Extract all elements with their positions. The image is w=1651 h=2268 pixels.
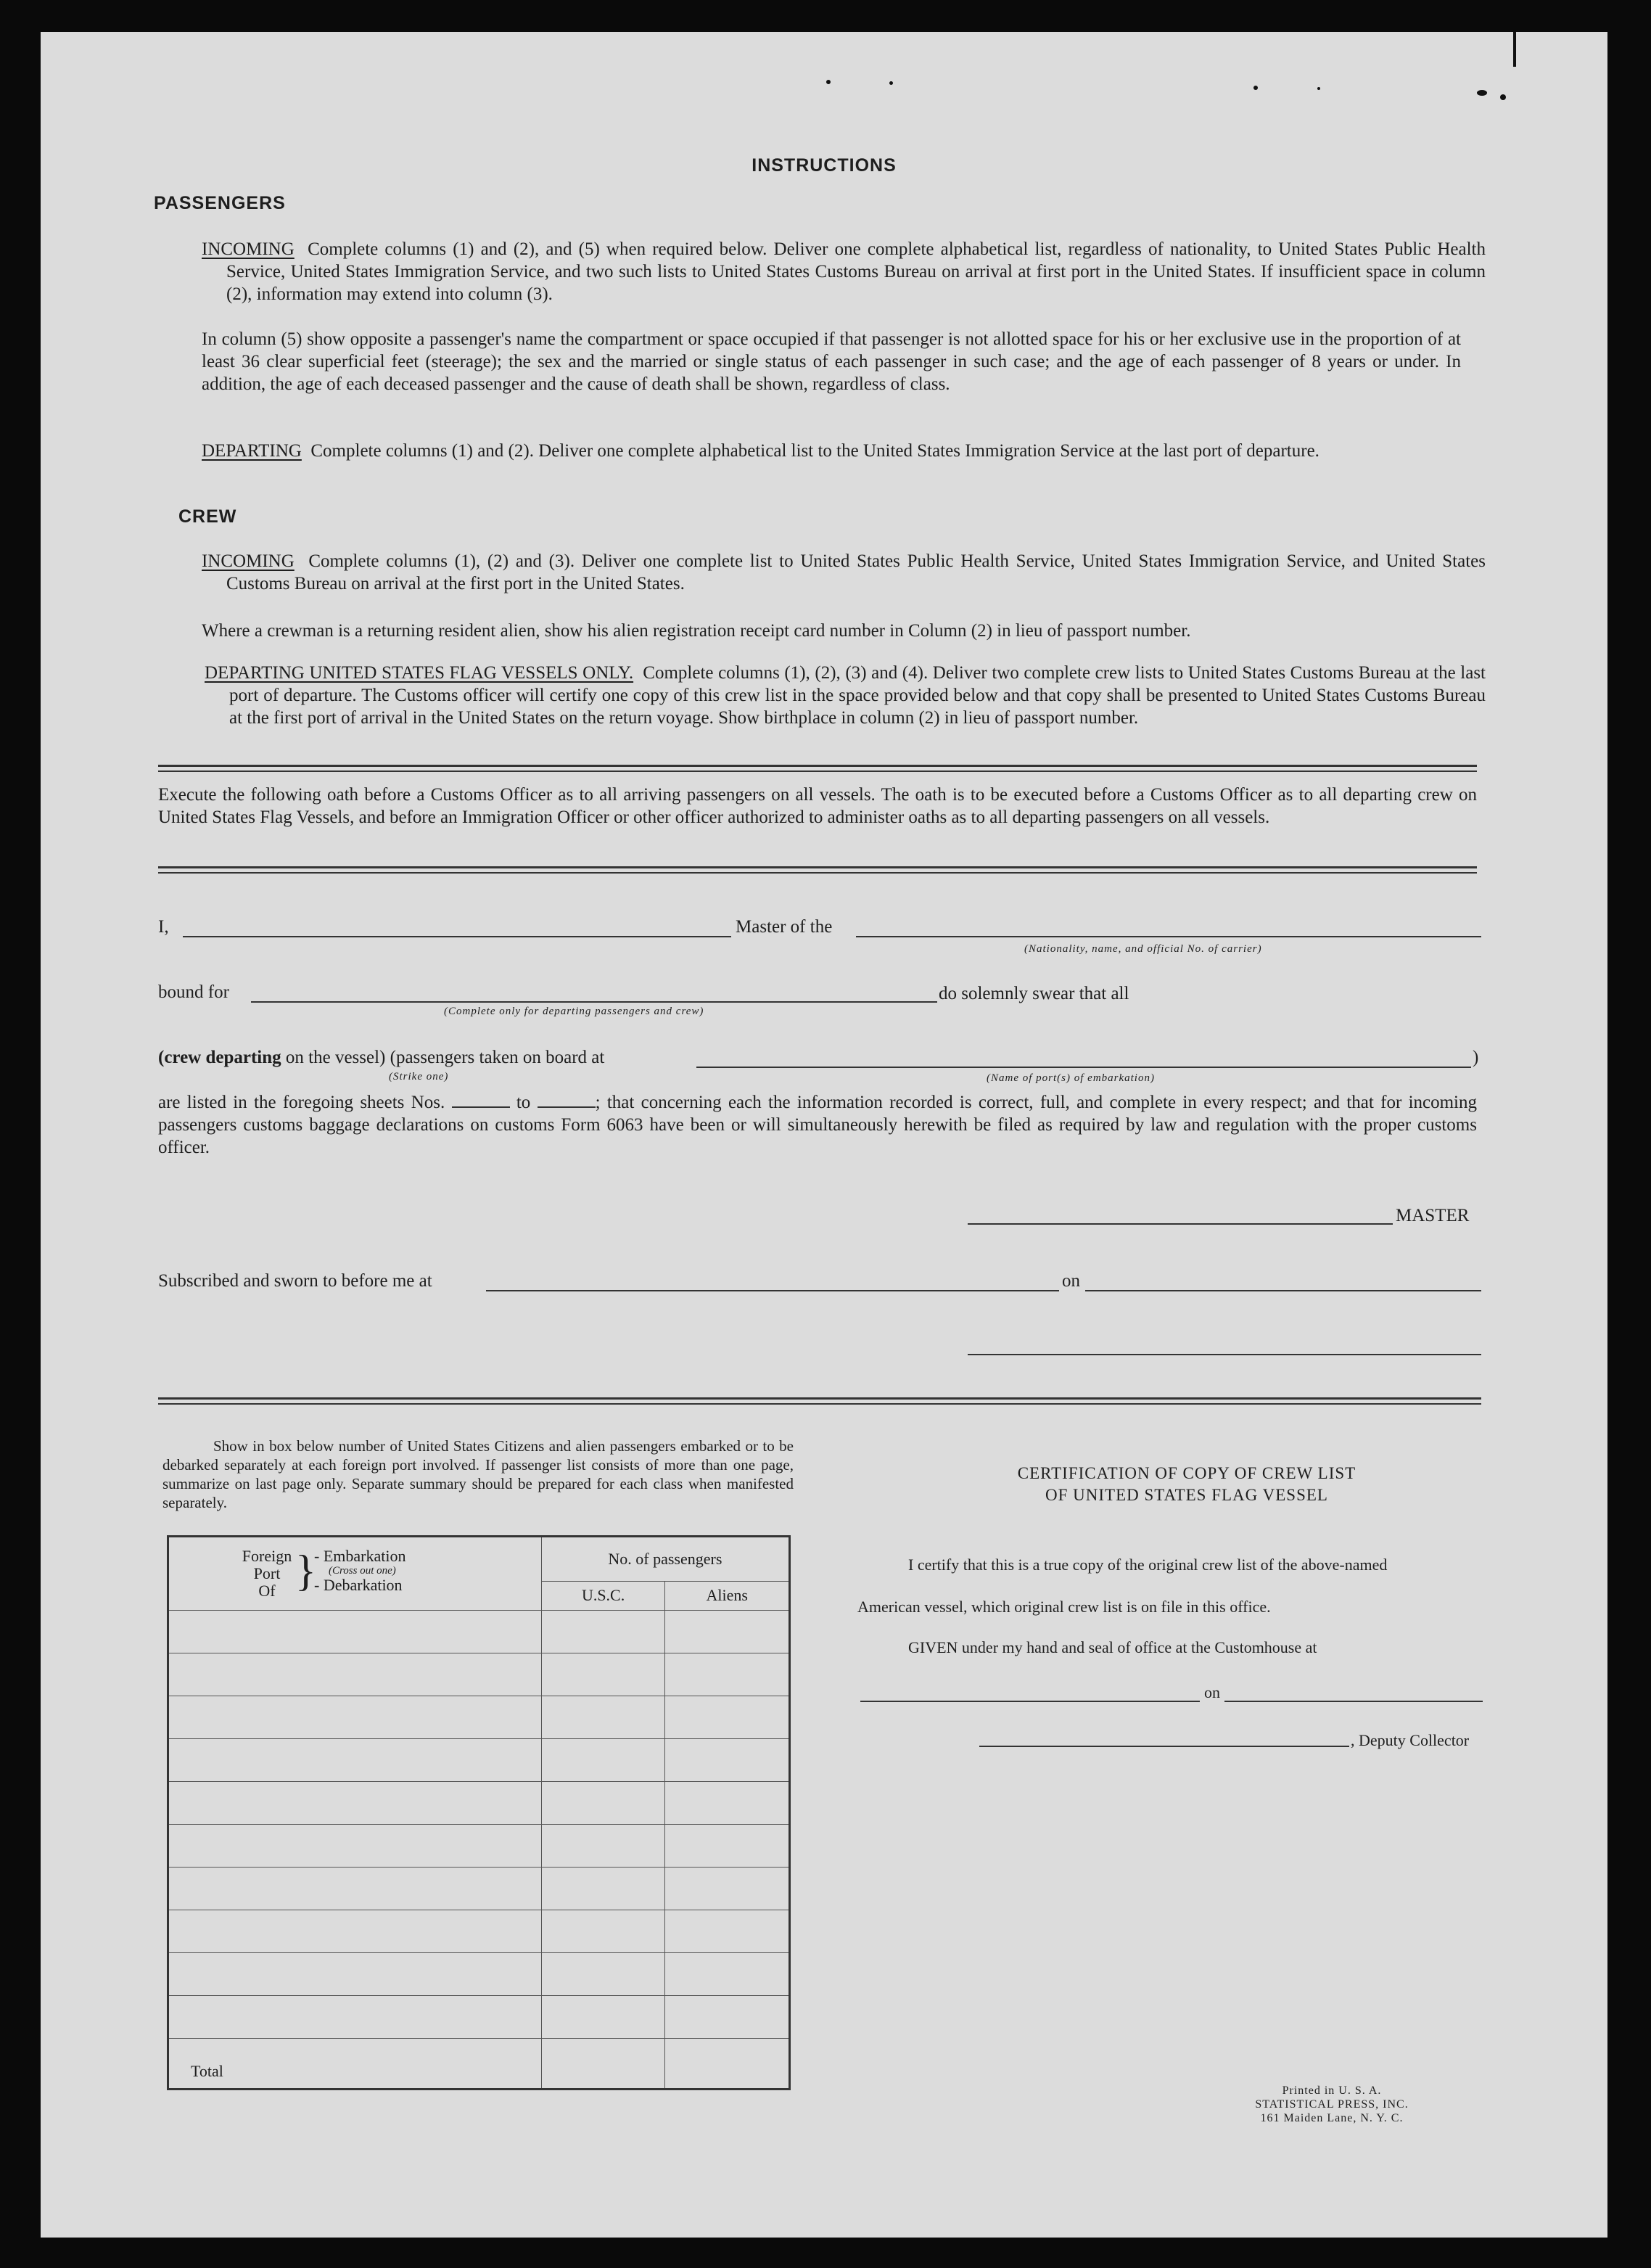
crew-departing-label: DEPARTING UNITED STATES FLAG VESSELS ONLY. (205, 663, 634, 683)
passengers-heading: PASSENGERS (154, 193, 286, 213)
crew-departing-text: Complete columns (1), (2), (3) and (4). Deliver two complete crew lists to United States Customs Bureau at the last port of departure. The Customs officer will certify one copy of this crew list in the space provided below and that copy shall be presented to United States Customs Bureau at the first port of arrival in the United States on the return voyage. Show birthplace in column (2) in lieu of passport number. (229, 663, 1486, 728)
usc-cell[interactable] (541, 1868, 665, 1910)
carrier-field[interactable] (856, 936, 1481, 937)
printer-line-3: 161 Maiden Lane, N. Y. C. (1260, 2112, 1404, 2124)
column5-paragraph: In column (5) show opposite a passenger's name the compartment or space occupied if that passenger is not allotted space for his or her exclusive use in the proportion of at least 36 clear superficial feet (steerage); the sex and the married or single status of each passenger in such case; and the age of each passenger of 8 years or under. In addition, the age of each deceased passenger and the cause of death shall be shown, regardless of class. (202, 329, 1461, 394)
scan-speck (889, 81, 893, 85)
scan-speck (1477, 90, 1487, 96)
table-row (168, 1825, 790, 1868)
subscribed-label: Subscribed and sworn to before me at (158, 1271, 432, 1291)
port-cell[interactable] (168, 1996, 542, 2039)
port-cell[interactable] (168, 1910, 542, 1953)
passenger-summary-table (167, 1535, 791, 2090)
table-row (168, 1611, 790, 1653)
brace-icon: } (295, 1547, 316, 1595)
section-divider (158, 866, 1477, 874)
master-signature-field[interactable] (968, 1223, 1393, 1225)
passengers-incoming-label: INCOMING (202, 239, 295, 259)
strike-one-hint: (Strike one) (389, 1071, 449, 1082)
table-row (168, 1782, 790, 1825)
passengers-departing-text: Complete columns (1) and (2). Deliver one complete alphabetical list to the United States Immigration Service at the last port of departure. (310, 441, 1319, 461)
usc-cell[interactable] (541, 1910, 665, 1953)
usc-cell[interactable] (541, 1996, 665, 2039)
aliens-cell[interactable] (665, 1868, 790, 1910)
oath-intro: Execute the following oath before a Customs Officer as to all arriving passengers on all vessels. The oath is to be executed before a Customs Officer as to all departing crew on United States Flag Vessels, and before an Immigration Officer or other officer authorized to administer oaths as to all departing passengers on all vessels. (158, 785, 1477, 827)
table-row (168, 1996, 790, 2039)
ports-hint: (Name of port(s) of embarkation) (987, 1072, 1155, 1084)
to-text: to (516, 1093, 531, 1112)
port-cell[interactable] (168, 1782, 542, 1825)
certify-line-2: American vessel, which original crew list is on file in this office. (857, 1598, 1271, 1616)
certify-line-3: GIVEN under my hand and seal of office at the Customhouse at (908, 1638, 1317, 1656)
crew-incoming-paragraph (202, 550, 1486, 595)
scan-speck (1513, 32, 1516, 67)
listed-text-1: are listed in the foregoing sheets Nos. (158, 1093, 445, 1112)
sheet-from-field[interactable] (452, 1092, 510, 1108)
usc-cell[interactable] (541, 1611, 665, 1653)
certification-title-line-2: OF UNITED STATES FLAG VESSEL (1045, 1486, 1328, 1504)
crew-departing-text: (crew departing (158, 1048, 281, 1067)
form-page (41, 32, 1607, 2238)
oath-i-label: I, (158, 917, 169, 937)
aliens-cell[interactable] (665, 1910, 790, 1953)
certify-line-1: I certify that this is a true copy of the original crew list of the above-named (908, 1556, 1388, 1574)
port-cell[interactable] (168, 1739, 542, 1782)
table-row (168, 1953, 790, 1996)
certification-title (897, 1463, 1477, 1506)
of-word: Of (258, 1582, 276, 1600)
usc-cell[interactable] (541, 1696, 665, 1739)
officer-signature-field[interactable] (968, 1354, 1481, 1355)
passengers-departing-label: DEPARTING (202, 441, 302, 461)
section-divider (158, 765, 1477, 772)
table-row (168, 1868, 790, 1910)
master-name-field[interactable] (183, 936, 731, 937)
crew-passengers-line (158, 1048, 604, 1068)
bound-for-label: bound for (158, 982, 229, 1002)
printer-line-1: Printed in U. S. A. (1282, 2084, 1382, 2097)
foreign-word: Foreign (242, 1547, 292, 1565)
port-cell[interactable] (168, 1868, 542, 1910)
port-cell[interactable] (168, 1653, 542, 1696)
master-label: MASTER (1396, 1206, 1470, 1225)
scan-speck (1253, 86, 1258, 90)
table-row (168, 1739, 790, 1782)
aliens-cell[interactable] (665, 1696, 790, 1739)
carrier-hint: (Nationality, name, and official No. of carrier) (1024, 943, 1262, 955)
section-divider (158, 1397, 1481, 1405)
passengers-departing-paragraph (202, 440, 1486, 462)
aliens-cell[interactable] (665, 1782, 790, 1825)
debarkation-option[interactable]: - Debarkation (314, 1576, 403, 1594)
usc-cell[interactable] (541, 1782, 665, 1825)
port-cell[interactable] (168, 1696, 542, 1739)
certify-on-label: on (1204, 1683, 1220, 1701)
crew-incoming-label: INCOMING (202, 551, 295, 571)
aliens-cell[interactable] (665, 1996, 790, 2039)
total-label: Total (168, 2039, 542, 2090)
bound-for-hint: (Complete only for departing passengers and crew) (444, 1006, 704, 1017)
sworn-on-label: on (1062, 1271, 1080, 1291)
sheet-to-field[interactable] (538, 1092, 596, 1108)
usc-cell[interactable] (541, 1953, 665, 1996)
usc-cell[interactable] (541, 1739, 665, 1782)
instructions-title: INSTRUCTIONS (752, 155, 897, 176)
port-cell[interactable] (168, 1825, 542, 1868)
crew-resident-paragraph: Where a crewman is a returning resident alien, show his alien registration receipt card number in Column (2) in lieu of passport number. (202, 621, 1191, 641)
crew-departing-paragraph (205, 662, 1486, 729)
aliens-cell[interactable] (665, 1953, 790, 1996)
port-cell[interactable] (168, 1611, 542, 1653)
aliens-header: Aliens (665, 1581, 790, 1610)
foreign-port-of-label (242, 1548, 292, 1600)
close-paren: ) (1473, 1048, 1479, 1067)
foreign-port-header (168, 1537, 542, 1611)
embarkation-ports-field[interactable] (696, 1067, 1471, 1068)
aliens-cell[interactable] (665, 1611, 790, 1653)
certification-title-line-1: CERTIFICATION OF COPY OF CREW LIST (1017, 1464, 1356, 1482)
aliens-cell[interactable] (665, 1825, 790, 1868)
total-row (168, 2039, 790, 2090)
table-row (168, 1910, 790, 1953)
usc-header: U.S.C. (541, 1581, 665, 1610)
passengers-incoming-text: Complete columns (1) and (2), and (5) when required below. Deliver one complete alphabetical list, regardless of nationality, to United States Public Health Service, United States Immigration Service, and two such lists to United States Customs Bureau on arrival at first port in the United States. If insufficient space in column (2), information may extend into column (3). (226, 239, 1486, 304)
sworn-place-field[interactable] (486, 1290, 1059, 1291)
scan-speck (1317, 87, 1320, 90)
aliens-cell[interactable] (665, 1739, 790, 1782)
deputy-signature-field[interactable] (979, 1746, 1349, 1747)
port-cell[interactable] (168, 1953, 542, 1996)
cross-out-hint: (Cross out one) (329, 1565, 396, 1577)
master-of-the-label: Master of the (736, 917, 833, 937)
customhouse-field[interactable] (860, 1701, 1200, 1702)
no-of-passengers-header: No. of passengers (541, 1537, 789, 1582)
oath-statement (158, 1091, 1477, 1159)
summary-intro: Show in box below number of United States Citizens and alien passengers embarked or to be debarked separately at each foreign port involved. If passenger list consists of more than one page, summarize on last page only. Separate summary should be prepared for each class when manifested separately. (162, 1437, 794, 1511)
crew-incoming-text: Complete columns (1), (2) and (3). Deliver one complete list to United States Public Health Service, United States Immigration Service, and United States Customs Bureau on arrival at the first port in the United States. (226, 551, 1486, 593)
swear-label: do solemnly swear that all (939, 984, 1129, 1003)
scan-speck (1500, 94, 1506, 100)
embark-debark-options (314, 1548, 405, 1594)
passengers-incoming-paragraph (202, 238, 1486, 305)
on-the-vessel-text: on the vessel) (285, 1048, 386, 1067)
aliens-cell[interactable] (665, 1653, 790, 1696)
deputy-collector-label: , Deputy Collector (1351, 1731, 1470, 1749)
usc-cell[interactable] (541, 1825, 665, 1868)
sworn-date-field[interactable] (1085, 1290, 1481, 1291)
passengers-taken-text: (passengers taken on board at (390, 1048, 605, 1067)
bound-for-field[interactable] (251, 1001, 937, 1003)
printer-imprint (1223, 2084, 1441, 2125)
aliens-total-cell[interactable] (665, 2039, 790, 2090)
embarkation-option[interactable]: - Embarkation (314, 1547, 406, 1565)
port-word: Port (253, 1564, 281, 1582)
listed-text-2: ; that concerning each the information recorded is correct, full, and complete in every respect; and that for incoming passengers customs baggage declarations on customs Form 6063 have been or will simultaneously herewith be filed as required by law and regulation with the proper customs officer. (158, 1093, 1478, 1157)
table-row (168, 1653, 790, 1696)
scan-speck (826, 80, 831, 84)
table-row (168, 1696, 790, 1739)
printer-line-2: STATISTICAL PRESS, INC. (1255, 2098, 1409, 2111)
usc-cell[interactable] (541, 1653, 665, 1696)
usc-total-cell[interactable] (541, 2039, 665, 2090)
certify-date-field[interactable] (1224, 1701, 1483, 1702)
crew-heading: CREW (178, 506, 237, 527)
